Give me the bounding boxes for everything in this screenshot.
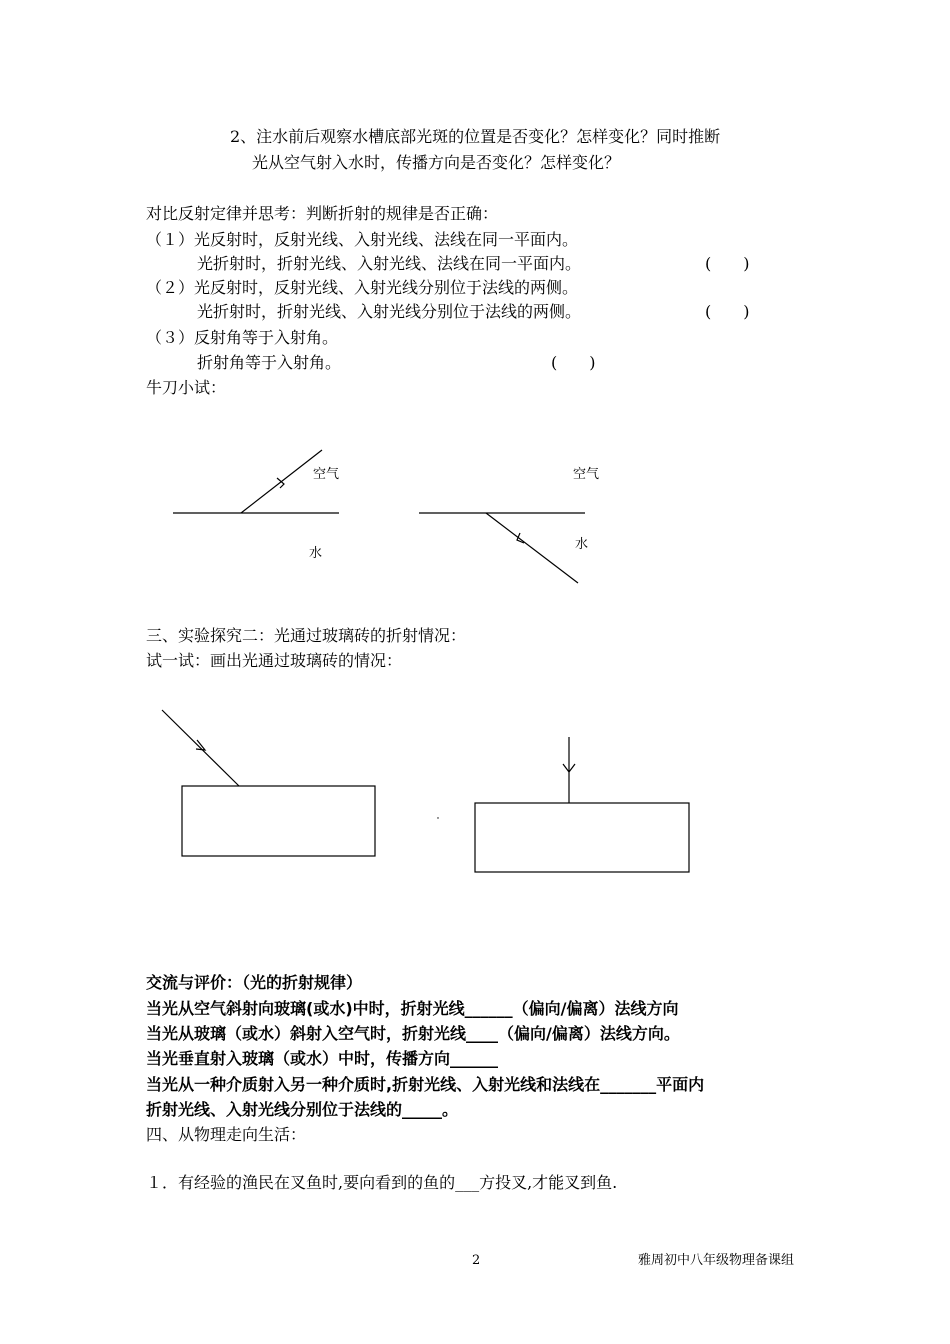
discussion-line4: 当光从一种介质射入另一种介质时,折射光线、入射光线和法线在_______平面内 [146,1075,705,1094]
trial-diagram-water-to-air [419,513,585,583]
discussion-line1: 当光从空气斜射向玻璃(或水)中时，折射光线______（偏向/偏离）法线方向 [146,999,679,1018]
section4-title: 四、从物理走向生活： [146,1125,307,1144]
discussion-line3: 当光垂直射入玻璃（或水）中时，传播方向______ [146,1049,499,1068]
item2-reflect: （２）光反射时，反射光线、入射光线分别位于法线的两侧。 [146,278,579,297]
label-air-1: 空气 [313,467,340,482]
item3-refract: 折射角等于入射角。 [197,353,342,372]
glass-brick [182,786,375,856]
experiment2-title: 三、实验探究二：光通过玻璃砖的折射情况： [146,626,467,645]
discussion-title: 交流与评价：（光的折射规律） [146,973,363,992]
q2-line1: 2、注水前后观察水槽底部光斑的位置是否变化？怎样变化？同时推断 [230,127,721,146]
glass-diagram-perpendicular [475,737,689,872]
page-number: 2 [472,1253,481,1268]
item1-blank[interactable]: ( ) [705,254,750,273]
stray-dot [437,817,438,818]
item3-blank[interactable]: ( ) [551,353,596,372]
item2-refract: 光折射时，折射光线、入射光线分别位于法线的两侧。 [197,302,582,321]
label-water-2: 水 [575,537,589,552]
incident-ray [162,710,239,786]
section4-q1: １．有经验的渔民在叉鱼时,要向看到的鱼的___方投叉,才能叉到鱼. [146,1173,618,1192]
item2-blank[interactable]: ( ) [705,302,750,321]
item3-reflect: （３）反射角等于入射角。 [146,328,339,347]
glass-diagram-oblique [162,710,375,856]
label-air-2: 空气 [573,467,600,482]
q2-line2: 光从空气射入水时，传播方向是否变化？怎样变化？ [252,153,621,172]
glass-brick [475,803,689,872]
label-water-1: 水 [309,546,323,561]
discussion-line2: 当光从玻璃（或水）斜射入空气时，折射光线____（偏向/偏离）法线方向。 [146,1024,680,1043]
experiment2-prompt: 试一试：画出光通过玻璃砖的情况： [146,651,403,670]
item1-refract: 光折射时，折射光线、入射光线、法线在同一平面内。 [197,254,582,273]
compare-intro: 对比反射定律并思考：判断折射的规律是否正确： [146,204,499,223]
footer-group: 雅周初中八年级物理备课组 [638,1253,795,1268]
discussion-line5: 折射光线、入射光线分别位于法线的_____。 [146,1100,459,1119]
incident-ray [486,513,578,583]
trial-title: 牛刀小试： [146,378,227,397]
item1-reflect: （１）光反射时，反射光线、入射光线、法线在同一平面内。 [146,230,579,249]
